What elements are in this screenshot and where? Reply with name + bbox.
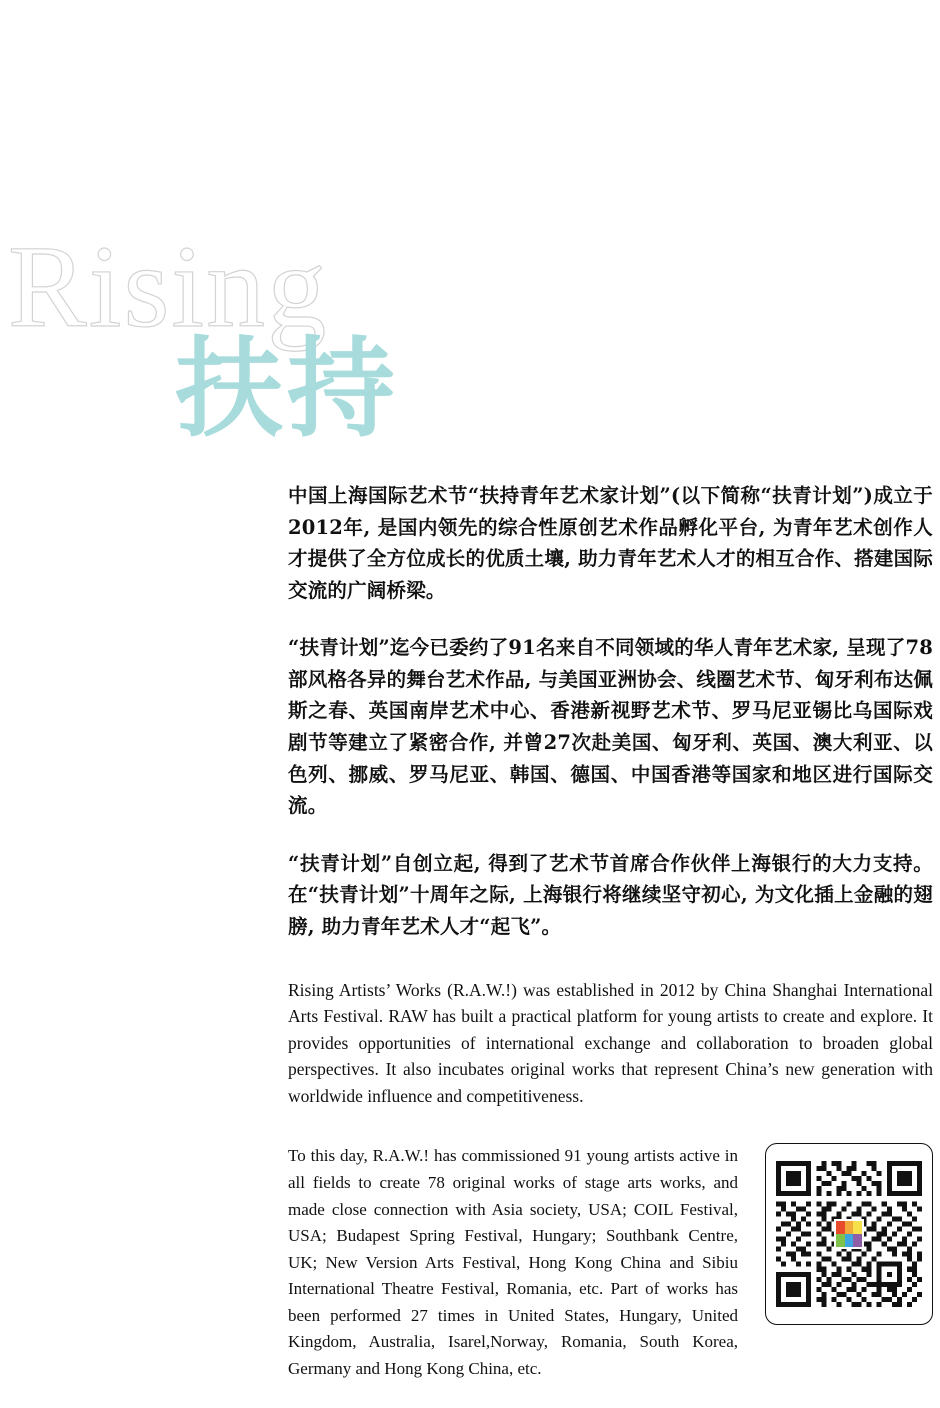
- hero-outline-line-1: Rising: [8, 220, 329, 352]
- qr-code-image: [776, 1154, 922, 1314]
- hero-chinese-line-1: 扶持: [175, 326, 400, 452]
- bottom-section: [288, 1143, 933, 1382]
- hero-chinese-title: [175, 88, 755, 470]
- paragraph-en-2: To this day, R.A.W.! has commissioned 91 young artists active in all fields to create 78 original works of stage arts works, and made close connection with Asia society, USA; COIL Festival, USA; Budapest Spring Festival, Hungary; Southbank Centre, UK; New Version Arts Festival, Hong Kong China and Sibiu International Theatre Festival, Romania, etc. Part of works has been performed 27 times in United States, Hungary, United Kingdom, Australia, Isarel,Norway, Romania, South Korea, Germany and Hong Kong China, etc.: [288, 1146, 738, 1378]
- hero-title-block: [0, 0, 940, 470]
- paragraph-cn-2: “扶青计划”迄今已委约了91名来自不同领域的华人青年艺术家, 呈现了78部风格各异的舞台艺术作品, 与美国亚洲协会、线圈艺术节、匈牙利布达佩斯之春、英国南岸艺术中心、香港新视野艺术节、罗马尼亚锡比乌国际戏剧节等建立了紧密合作, 并曾27次赴美国、匈牙利、英国、澳大利亚、以色列、挪威、罗马尼亚、韩国、德国、中国香港等国家和地区进行国际交流。: [288, 636, 933, 818]
- paragraph-cn-1: 中国上海国际艺术节“扶持青年艺术家计划”(以下简称“扶青计划”)成立于2012年, 是国内领先的综合性原创艺术作品孵化平台, 为青年艺术创作人才提供了全方位成长的优质土壤, 助力青年艺术人才的相互合作、搭建国际交流的广阔桥梁。: [288, 484, 933, 602]
- article-body: [288, 480, 933, 1408]
- paragraph-en-1: Rising Artists’ Works (R.A.W.!) was established in 2012 by China Shanghai International Arts Festival. RAW has built a practical platform for young artists to create and explore. It provides opportunities of international exchange and collaboration to broaden global perspectives. It also incubates original works that represent China’s new generation with worldwide influence and competitiveness.: [288, 979, 933, 1106]
- qr-center-logo: [834, 1219, 864, 1249]
- qr-code-card[interactable]: [765, 1143, 933, 1325]
- paragraph-cn-3: “扶青计划”自创立起, 得到了艺术节首席合作伙伴上海银行的大力支持。在“扶青计划”十周年之际, 上海银行将继续坚守初心, 为文化插上金融的翅膀, 助力青年艺术人才“起飞”。: [288, 851, 933, 938]
